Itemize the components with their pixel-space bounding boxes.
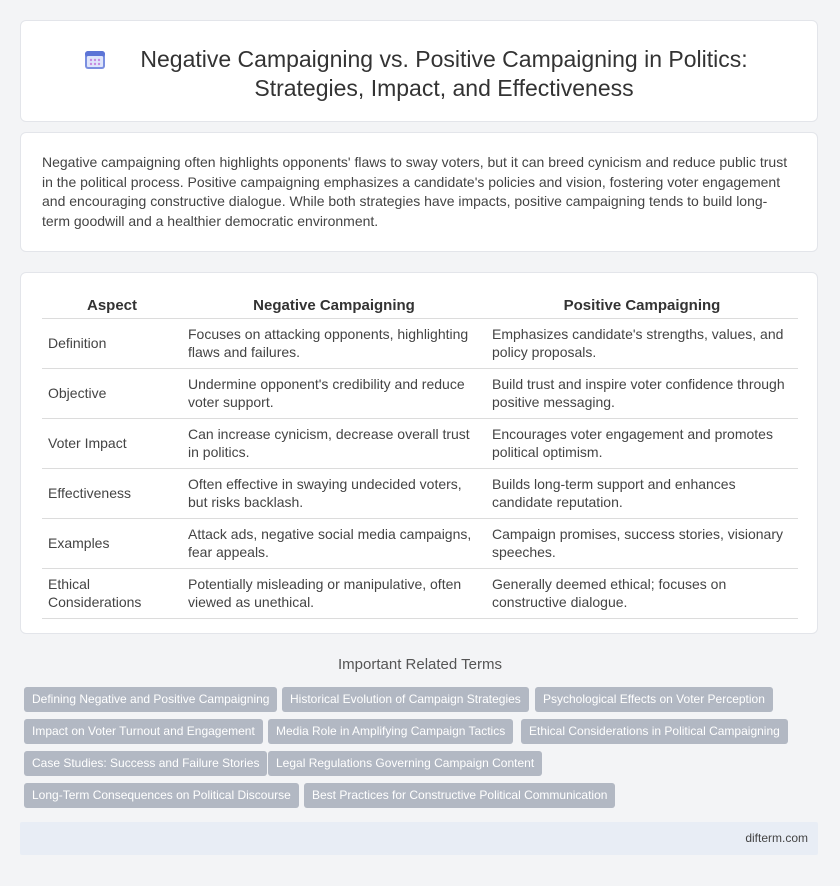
intro-card [20, 132, 818, 252]
page-title [101, 45, 787, 103]
aspect-cell: Ethical Considerations [42, 569, 182, 619]
related-term-tag[interactable]: Media Role in Amplifying Campaign Tactics [268, 719, 513, 744]
related-terms-title: Important Related Terms [338, 656, 502, 673]
related-term-tag[interactable]: Ethical Considerations in Political Campaigning [521, 719, 788, 744]
positive-cell: Emphasizes candidate's strengths, values, and policy proposals. [486, 319, 798, 369]
table-row [42, 569, 798, 619]
negative-cell: Attack ads, negative social media campaigns, fear appeals. [182, 519, 486, 569]
related-term-tag[interactable]: Best Practices for Constructive Political Communication [304, 783, 615, 808]
related-term-tag[interactable]: Psychological Effects on Voter Perception [535, 687, 773, 712]
positive-cell: Campaign promises, success stories, visionary speeches. [486, 519, 798, 569]
positive-cell: Encourages voter engagement and promotes political optimism. [486, 419, 798, 469]
positive-cell: Build trust and inspire voter confidence through positive messaging. [486, 369, 798, 419]
negative-cell: Undermine opponent's credibility and reduce voter support. [182, 369, 486, 419]
page-title-line1: Negative Campaigning vs. Positive Campaigning in Politics: [140, 46, 748, 72]
positive-cell: Builds long-term support and enhances candidate reputation. [486, 469, 798, 519]
negative-cell: Focuses on attacking opponents, highlighting flaws and failures. [182, 319, 486, 369]
table-row [42, 419, 798, 469]
aspect-cell: Definition [42, 319, 182, 369]
related-term-tag[interactable]: Case Studies: Success and Failure Stories [24, 751, 267, 776]
table-row [42, 519, 798, 569]
positive-cell: Generally deemed ethical; focuses on constructive dialogue. [486, 569, 798, 619]
table-row [42, 469, 798, 519]
footer [20, 822, 818, 855]
intro-paragraph: Negative campaigning often highlights opponents' flaws to sway voters, but it can breed cynicism and reduce public trust in the political process. Positive campaigning emphasizes a candidate's policies and vision, fostering voter engagement and encouraging constructive dialogue. While both strategies have impacts, positive campaigning tends to build long-term goodwill and a healthier democratic environment. [42, 154, 788, 229]
comparison-card [20, 272, 818, 634]
header-positive: Positive Campaigning [486, 293, 798, 319]
title-card [20, 20, 818, 122]
related-term-tag[interactable]: Impact on Voter Turnout and Engagement [24, 719, 263, 744]
related-term-tag[interactable]: Historical Evolution of Campaign Strategies [282, 687, 529, 712]
table-header-row [42, 293, 798, 319]
related-term-tag[interactable]: Defining Negative and Positive Campaigning [24, 687, 277, 712]
aspect-cell: Examples [42, 519, 182, 569]
related-term-tag[interactable]: Legal Regulations Governing Campaign Content [268, 751, 542, 776]
negative-cell: Often effective in swaying undecided voters, but risks backlash. [182, 469, 486, 519]
header-negative: Negative Campaigning [182, 293, 486, 319]
aspect-cell: Voter Impact [42, 419, 182, 469]
comparison-table [42, 293, 798, 619]
aspect-cell: Effectiveness [42, 469, 182, 519]
footer-site[interactable]: difterm.com [745, 831, 808, 845]
table-row [42, 369, 798, 419]
page-title-line2: Strategies, Impact, and Effectiveness [254, 75, 634, 101]
aspect-cell: Objective [42, 369, 182, 419]
header-aspect: Aspect [42, 293, 182, 319]
table-row [42, 319, 798, 369]
negative-cell: Potentially misleading or manipulative, often viewed as unethical. [182, 569, 486, 619]
negative-cell: Can increase cynicism, decrease overall trust in politics. [182, 419, 486, 469]
related-term-tag[interactable]: Long-Term Consequences on Political Discourse [24, 783, 299, 808]
